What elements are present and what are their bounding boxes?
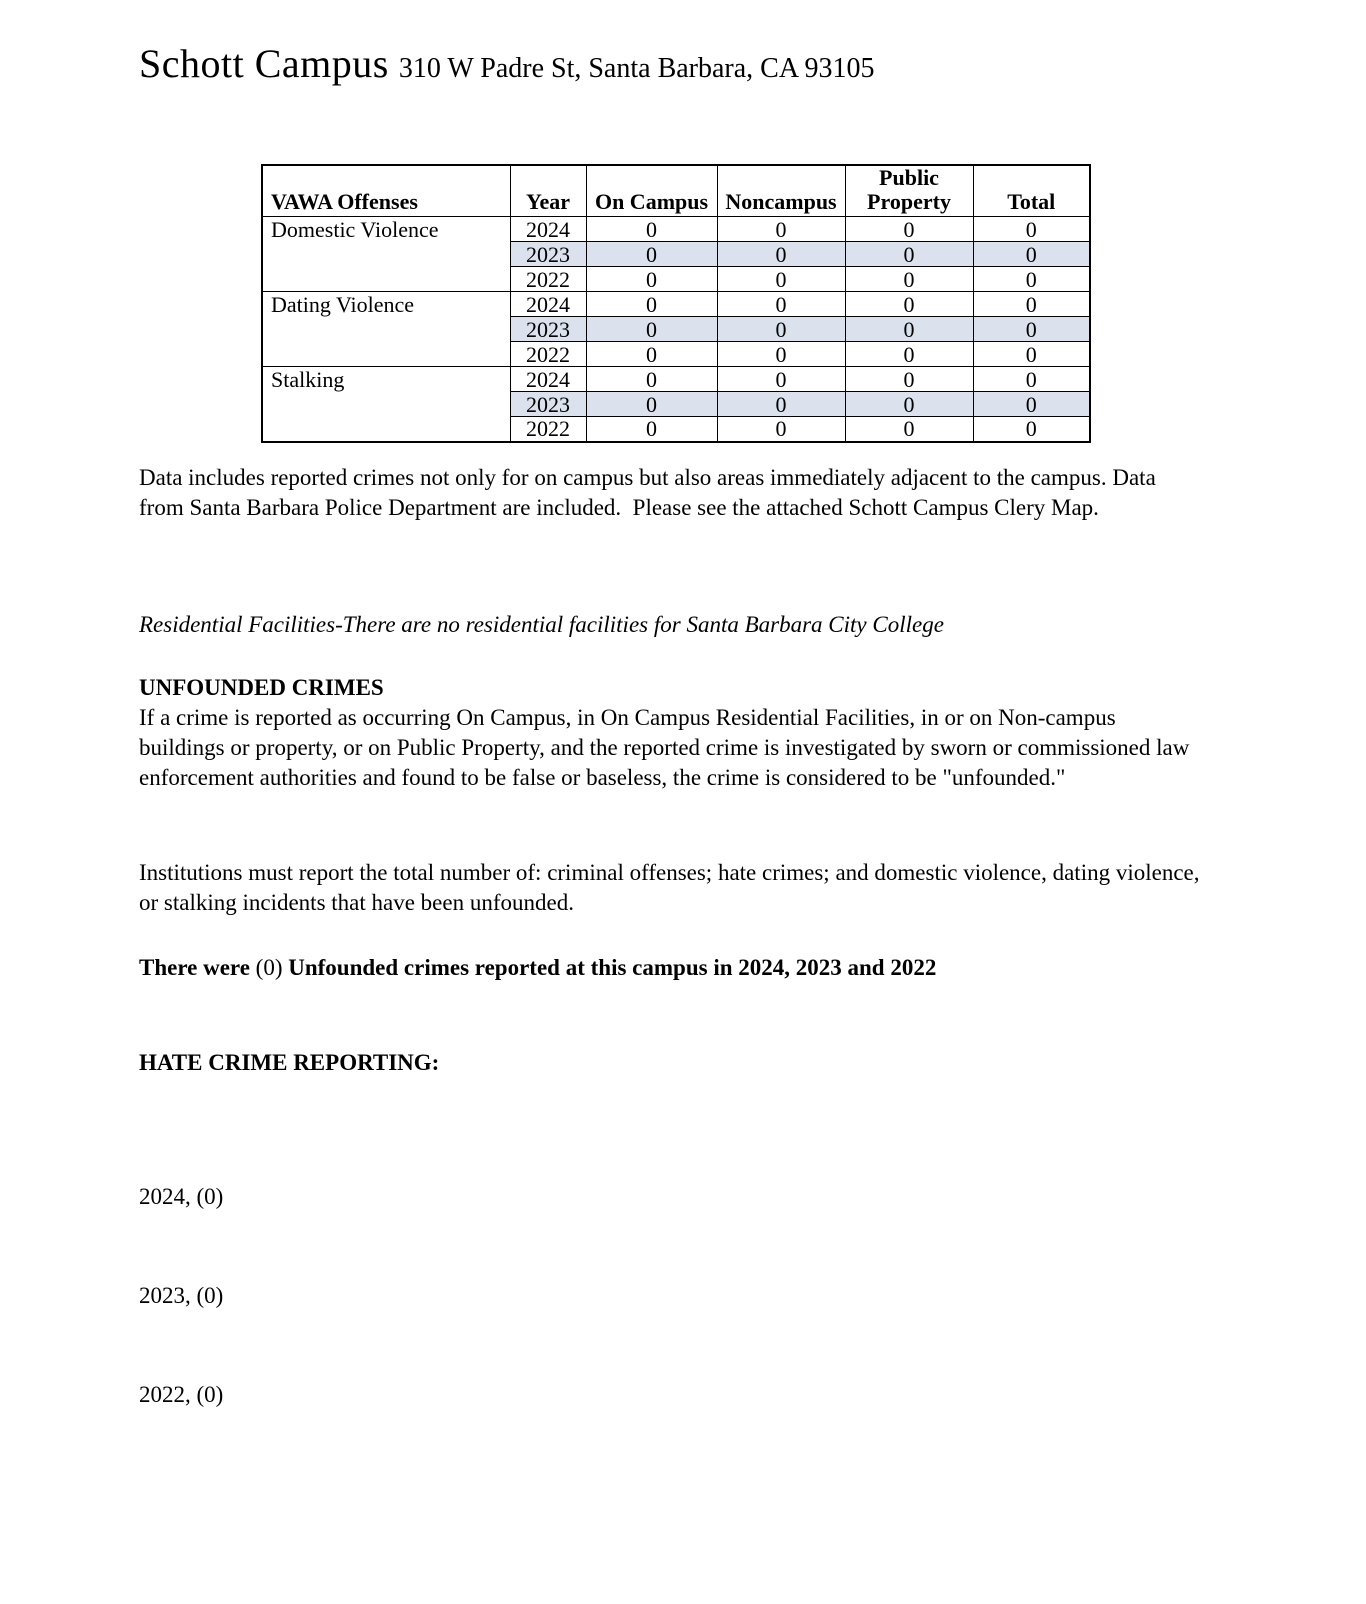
noncampus-cell: 0 <box>717 217 845 242</box>
year-cell: 2023 <box>510 317 586 342</box>
total-cell: 0 <box>973 342 1090 367</box>
total-cell: 0 <box>973 267 1090 292</box>
unfounded-crimes-paragraph: If a crime is reported as occurring On Campus, in On Campus Residential Facilities, in or on Non-campus buildings or property, or on Public Property, and the reported crime is investigated by sworn or commissioned law enforcement authorities and found to be false or baseless, the crime is considered to be "unfounded." <box>139 705 1196 790</box>
public-property-cell: 0 <box>845 417 973 442</box>
data-note-paragraph: Data includes reported crimes not only for on campus but also areas immediately adjacent to the campus. Data from Santa Barbara Police Department are included. Please see the attached Schott Campus Clery Map. <box>139 465 1162 520</box>
page-title: Schott Campus <box>139 41 389 86</box>
public-property-cell: 0 <box>845 367 973 392</box>
year-cell: 2022 <box>510 342 586 367</box>
year-cell: 2023 <box>510 242 586 267</box>
on-campus-cell: 0 <box>586 267 717 292</box>
public-property-cell: 0 <box>845 317 973 342</box>
year-cell: 2023 <box>510 392 586 417</box>
noncampus-cell: 0 <box>717 392 845 417</box>
vawa-table-row <box>262 292 1090 317</box>
year-cell: 2022 <box>510 267 586 292</box>
total-cell: 0 <box>973 217 1090 242</box>
on-campus-cell: 0 <box>586 392 717 417</box>
document-header <box>139 40 875 87</box>
unfounded-count: (0) <box>255 955 283 980</box>
noncampus-cell: 0 <box>717 417 845 442</box>
hate-crime-heading: HATE CRIME REPORTING: <box>139 1050 440 1075</box>
header-vawa-offenses: VAWA Offenses <box>262 165 510 217</box>
header-on-campus: On Campus <box>586 165 717 217</box>
header-total: Total <box>973 165 1090 217</box>
header-public-property: Public Property <box>845 165 973 217</box>
hate-crime-line-2023: 2023, (0) <box>139 1283 224 1308</box>
total-cell: 0 <box>973 317 1090 342</box>
on-campus-cell: 0 <box>586 317 717 342</box>
total-cell: 0 <box>973 292 1090 317</box>
vawa-table-row <box>262 367 1090 392</box>
noncampus-cell: 0 <box>717 317 845 342</box>
vawa-table-body <box>262 217 1090 442</box>
on-campus-cell: 0 <box>586 217 717 242</box>
hate-crime-counts <box>139 1114 1201 1477</box>
year-cell: 2022 <box>510 417 586 442</box>
on-campus-cell: 0 <box>586 367 717 392</box>
public-property-cell: 0 <box>845 342 973 367</box>
noncampus-cell: 0 <box>717 267 845 292</box>
campus-address: 310 W Padre St, Santa Barbara, CA 93105 <box>398 53 875 84</box>
noncampus-cell: 0 <box>717 242 845 267</box>
header-year: Year <box>510 165 586 217</box>
public-property-cell: 0 <box>845 217 973 242</box>
public-property-cell: 0 <box>845 242 973 267</box>
residential-facilities-note: Residential Facilities-There are no residential facilities for Santa Barbara City College <box>139 612 944 637</box>
noncampus-cell: 0 <box>717 292 845 317</box>
year-cell: 2024 <box>510 217 586 242</box>
hate-crime-line-2024: 2024, (0) <box>139 1184 224 1209</box>
vawa-table-row <box>262 217 1090 242</box>
public-property-cell: 0 <box>845 267 973 292</box>
hate-crime-line-2022: 2022, (0) <box>139 1382 224 1407</box>
total-cell: 0 <box>973 392 1090 417</box>
offense-name-cell: Stalking <box>262 367 510 442</box>
header-noncampus: Noncampus <box>717 165 845 217</box>
institutions-paragraph: Institutions must report the total number of: criminal offenses; hate crimes; and domestic violence, dating violence, or stalking incidents that have been unfounded. <box>139 860 1206 915</box>
total-cell: 0 <box>973 417 1090 442</box>
on-campus-cell: 0 <box>586 417 717 442</box>
unfounded-crimes-heading: UNFOUNDED CRIMES <box>139 675 384 700</box>
public-property-cell: 0 <box>845 292 973 317</box>
on-campus-cell: 0 <box>586 242 717 267</box>
total-cell: 0 <box>973 242 1090 267</box>
year-cell: 2024 <box>510 292 586 317</box>
unfounded-summary-suffix: Unfounded crimes reported at this campus in 2024, 2023 and 2022 <box>282 955 937 980</box>
on-campus-cell: 0 <box>586 292 717 317</box>
on-campus-cell: 0 <box>586 342 717 367</box>
offense-name-cell: Dating Violence <box>262 292 510 367</box>
offense-name-cell: Domestic Violence <box>262 217 510 292</box>
table-header-row <box>262 165 1090 217</box>
noncampus-cell: 0 <box>717 342 845 367</box>
noncampus-cell: 0 <box>717 367 845 392</box>
year-cell: 2024 <box>510 367 586 392</box>
total-cell: 0 <box>973 367 1090 392</box>
unfounded-summary <box>139 953 1201 983</box>
vawa-offenses-table <box>261 164 1091 443</box>
public-property-cell: 0 <box>845 392 973 417</box>
unfounded-summary-prefix: There were <box>139 955 256 980</box>
